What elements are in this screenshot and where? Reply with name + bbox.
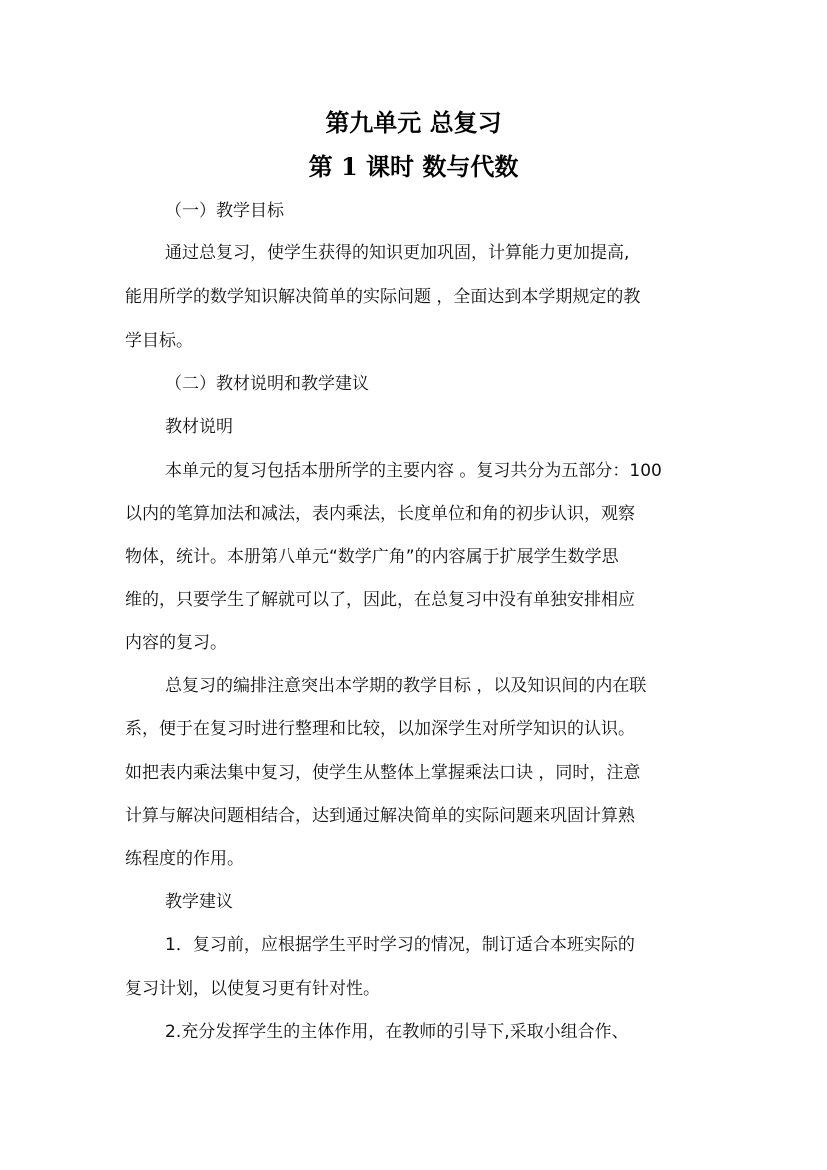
paragraph-line: 练程度的作用。 [125, 849, 244, 869]
heading-materials: （二）教材说明和教学建议 [165, 374, 369, 394]
paragraph-line: 以内的笔算加法和减法，表内乘法，长度单位和角的初步认识，观察 [125, 504, 635, 524]
subheading-suggestions: 教学建议 [165, 892, 233, 912]
paragraph-line: 复习计划，以使复习更有针对性。 [125, 979, 380, 999]
paragraph-line: 本单元的复习包括本册所学的主要内容 。复习共分为五部分：100 [165, 461, 662, 481]
paragraph-line: 1．复习前，应根据学生平时学习的情况，制订适合本班实际的 [165, 935, 635, 955]
paragraph-line: 物体，统计。本册第八单元“数学广角”的内容属于扩展学生数学思 [125, 547, 619, 567]
paragraph-line: 学目标。 [125, 331, 193, 351]
paragraph-line: 系，便于在复习时进行整理和比较，以加深学生对所学知识的认识。 [125, 719, 635, 739]
unit-title: 第九单元 总复习 [325, 108, 502, 137]
subheading-materials: 教材说明 [165, 417, 233, 437]
paragraph-line: 内容的复习。 [125, 633, 227, 653]
paragraph-line: 如把表内乘法集中复习，使学生从整体上掌握乘法口诀 ，同时，注意 [125, 763, 641, 783]
paragraph-line: 总复习的编排注意突出本学期的教学目标 ，以及知识间的内在联 [165, 676, 647, 696]
paragraph-line: 维的，只要学生了解就可以了，因此，在总复习中没有单独安排相应 [125, 590, 635, 610]
paragraph-line: 能用所学的数学知识解决简单的实际问题 ，全面达到本学期规定的教 [125, 287, 641, 307]
heading-teaching-goals: （一）教学目标 [165, 201, 284, 221]
paragraph-line: 通过总复习，使学生获得的知识更加巩固，计算能力更加提高, [165, 243, 630, 263]
paragraph-line: 计算与解决问题相结合，达到通过解决简单的实际问题来巩固计算熟 [125, 806, 635, 826]
paragraph-line: 2.充分发挥学生的主体作用，在教师的引导下,采取小组合作、 [165, 1022, 629, 1042]
lesson-title: 第 1 课时 数与代数 [308, 152, 519, 181]
